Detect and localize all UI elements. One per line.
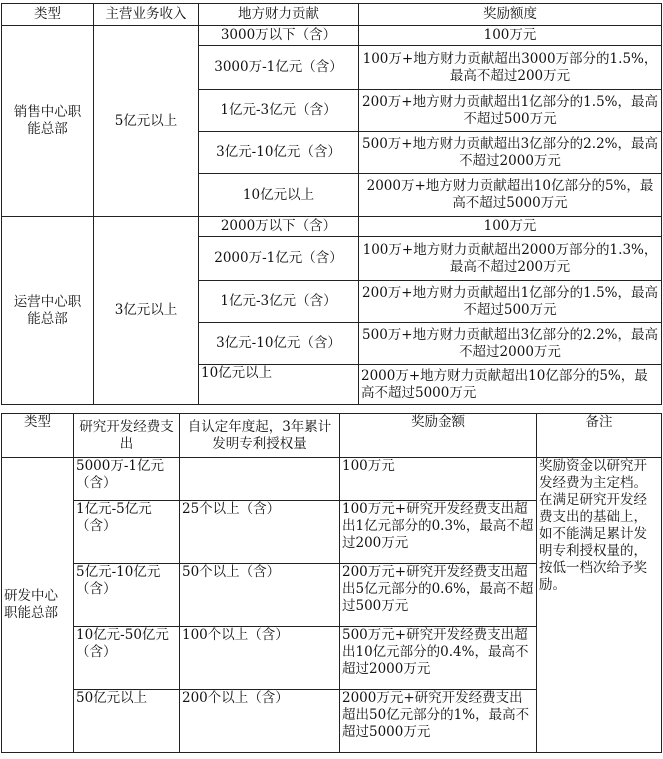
patents-cell xyxy=(180,458,340,501)
contribution-cell: 10亿元以上 xyxy=(199,365,359,405)
contribution-cell: 10亿元以上 xyxy=(199,174,359,217)
contribution-cell: 2000万-1亿元（含） xyxy=(199,237,359,281)
reward-cell: 100万+地方财力贡献超出2000万部分的1.3%，最高不超过200万元 xyxy=(359,237,662,281)
header-contribution: 地方财力贡献 xyxy=(199,4,359,26)
reward-cell: 200万+地方财力贡献超出1亿部分的1.5%，最高不超过500万元 xyxy=(359,90,662,132)
type-cell-sales: 销售中心职能总部 xyxy=(2,26,94,217)
table-row xyxy=(2,217,662,237)
contribution-cell: 1亿元-3亿元（含） xyxy=(199,281,359,323)
rd-expense-cell: 5亿元-10亿元（含） xyxy=(74,564,180,627)
reward-cell: 2000万元+研究开发经费支出超出50亿元部分的1%，最高不超过5000万元 xyxy=(340,690,537,753)
reward-cell: 2000万+地方财力贡献超出10亿部分的5%，最高不超过5000万元 xyxy=(359,365,662,405)
contribution-cell: 3亿元-10亿元（含） xyxy=(199,132,359,174)
patents-cell: 100个以上（含） xyxy=(180,627,340,690)
reward-cell: 100万元+研究开发经费支出超出1亿元部分的0.3%，最高不超过200万元 xyxy=(340,501,537,564)
reward-cell: 500万+地方财力贡献超出3亿部分的2.2%，最高不超过2000万元 xyxy=(359,323,662,365)
reward-cell: 100万元 xyxy=(340,458,537,501)
rd-expense-cell: 5000万-1亿元（含） xyxy=(74,458,180,501)
header-reward: 奖励额度 xyxy=(359,4,662,26)
table-row xyxy=(2,26,662,46)
table-header-row xyxy=(2,4,662,26)
contribution-cell: 3亿元-10亿元（含） xyxy=(199,323,359,365)
header-note: 备注 xyxy=(537,414,662,458)
header-type: 类型 xyxy=(2,4,94,26)
reward-cell: 2000万+地方财力贡献超出10亿部分的5%，最高不超过5000万元 xyxy=(359,174,662,217)
reward-cell: 200万元+研究开发经费支出超出5亿元部分的0.6%，最高不超过500万元 xyxy=(340,564,537,627)
type-cell-rd: 研发中心职能总部 xyxy=(2,458,74,753)
contribution-cell: 3000万-1亿元（含） xyxy=(199,46,359,90)
patents-cell: 50个以上（含） xyxy=(180,564,340,627)
table-row xyxy=(2,458,662,501)
patents-cell: 25个以上（含） xyxy=(180,501,340,564)
contribution-cell: 2000万以下（含） xyxy=(199,217,359,237)
rd-reward-table xyxy=(1,413,662,753)
type-cell-operations: 运营中心职能总部 xyxy=(2,217,94,405)
rd-expense-cell: 10亿元-50亿元（含） xyxy=(74,627,180,690)
header-patents: 自认定年度起，3年累计发明专利授权量 xyxy=(180,414,340,458)
headquarters-reward-table xyxy=(1,3,662,405)
rd-expense-cell: 1亿元-5亿元（含） xyxy=(74,501,180,564)
contribution-cell: 1亿元-3亿元（含） xyxy=(199,90,359,132)
reward-cell: 100万元 xyxy=(359,217,662,237)
header-rd-expense: 研究开发经费支出 xyxy=(74,414,180,458)
contribution-cell: 3000万以下（含） xyxy=(199,26,359,46)
reward-cell: 500万+地方财力贡献超出3亿部分的2.2%，最高不超过2000万元 xyxy=(359,132,662,174)
header-type: 类型 xyxy=(2,414,74,458)
table-header-row xyxy=(2,414,662,458)
reward-cell: 100万元 xyxy=(359,26,662,46)
reward-cell: 200万+地方财力贡献超出1亿部分的1.5%，最高不超过500万元 xyxy=(359,281,662,323)
patents-cell: 200个以上（含） xyxy=(180,690,340,753)
rd-expense-cell: 50亿元以上 xyxy=(74,690,180,753)
reward-cell: 500万元+研究开发经费支出超出10亿元部分的0.4%，最高不超过2000万元 xyxy=(340,627,537,690)
header-revenue: 主营业务收入 xyxy=(94,4,199,26)
reward-cell: 100万+地方财力贡献超出3000万部分的1.5%，最高不超过200万元 xyxy=(359,46,662,90)
revenue-cell-sales: 5亿元以上 xyxy=(94,26,199,217)
header-reward-amount: 奖励金额 xyxy=(340,414,537,458)
revenue-cell-operations: 3亿元以上 xyxy=(94,217,199,405)
note-cell: 奖励资金以研究开发经费为主定档。在满足研究开发经费支出的基础上，如不能满足累计发明专利授权量的，按低一档次给予奖励。 xyxy=(537,458,662,753)
